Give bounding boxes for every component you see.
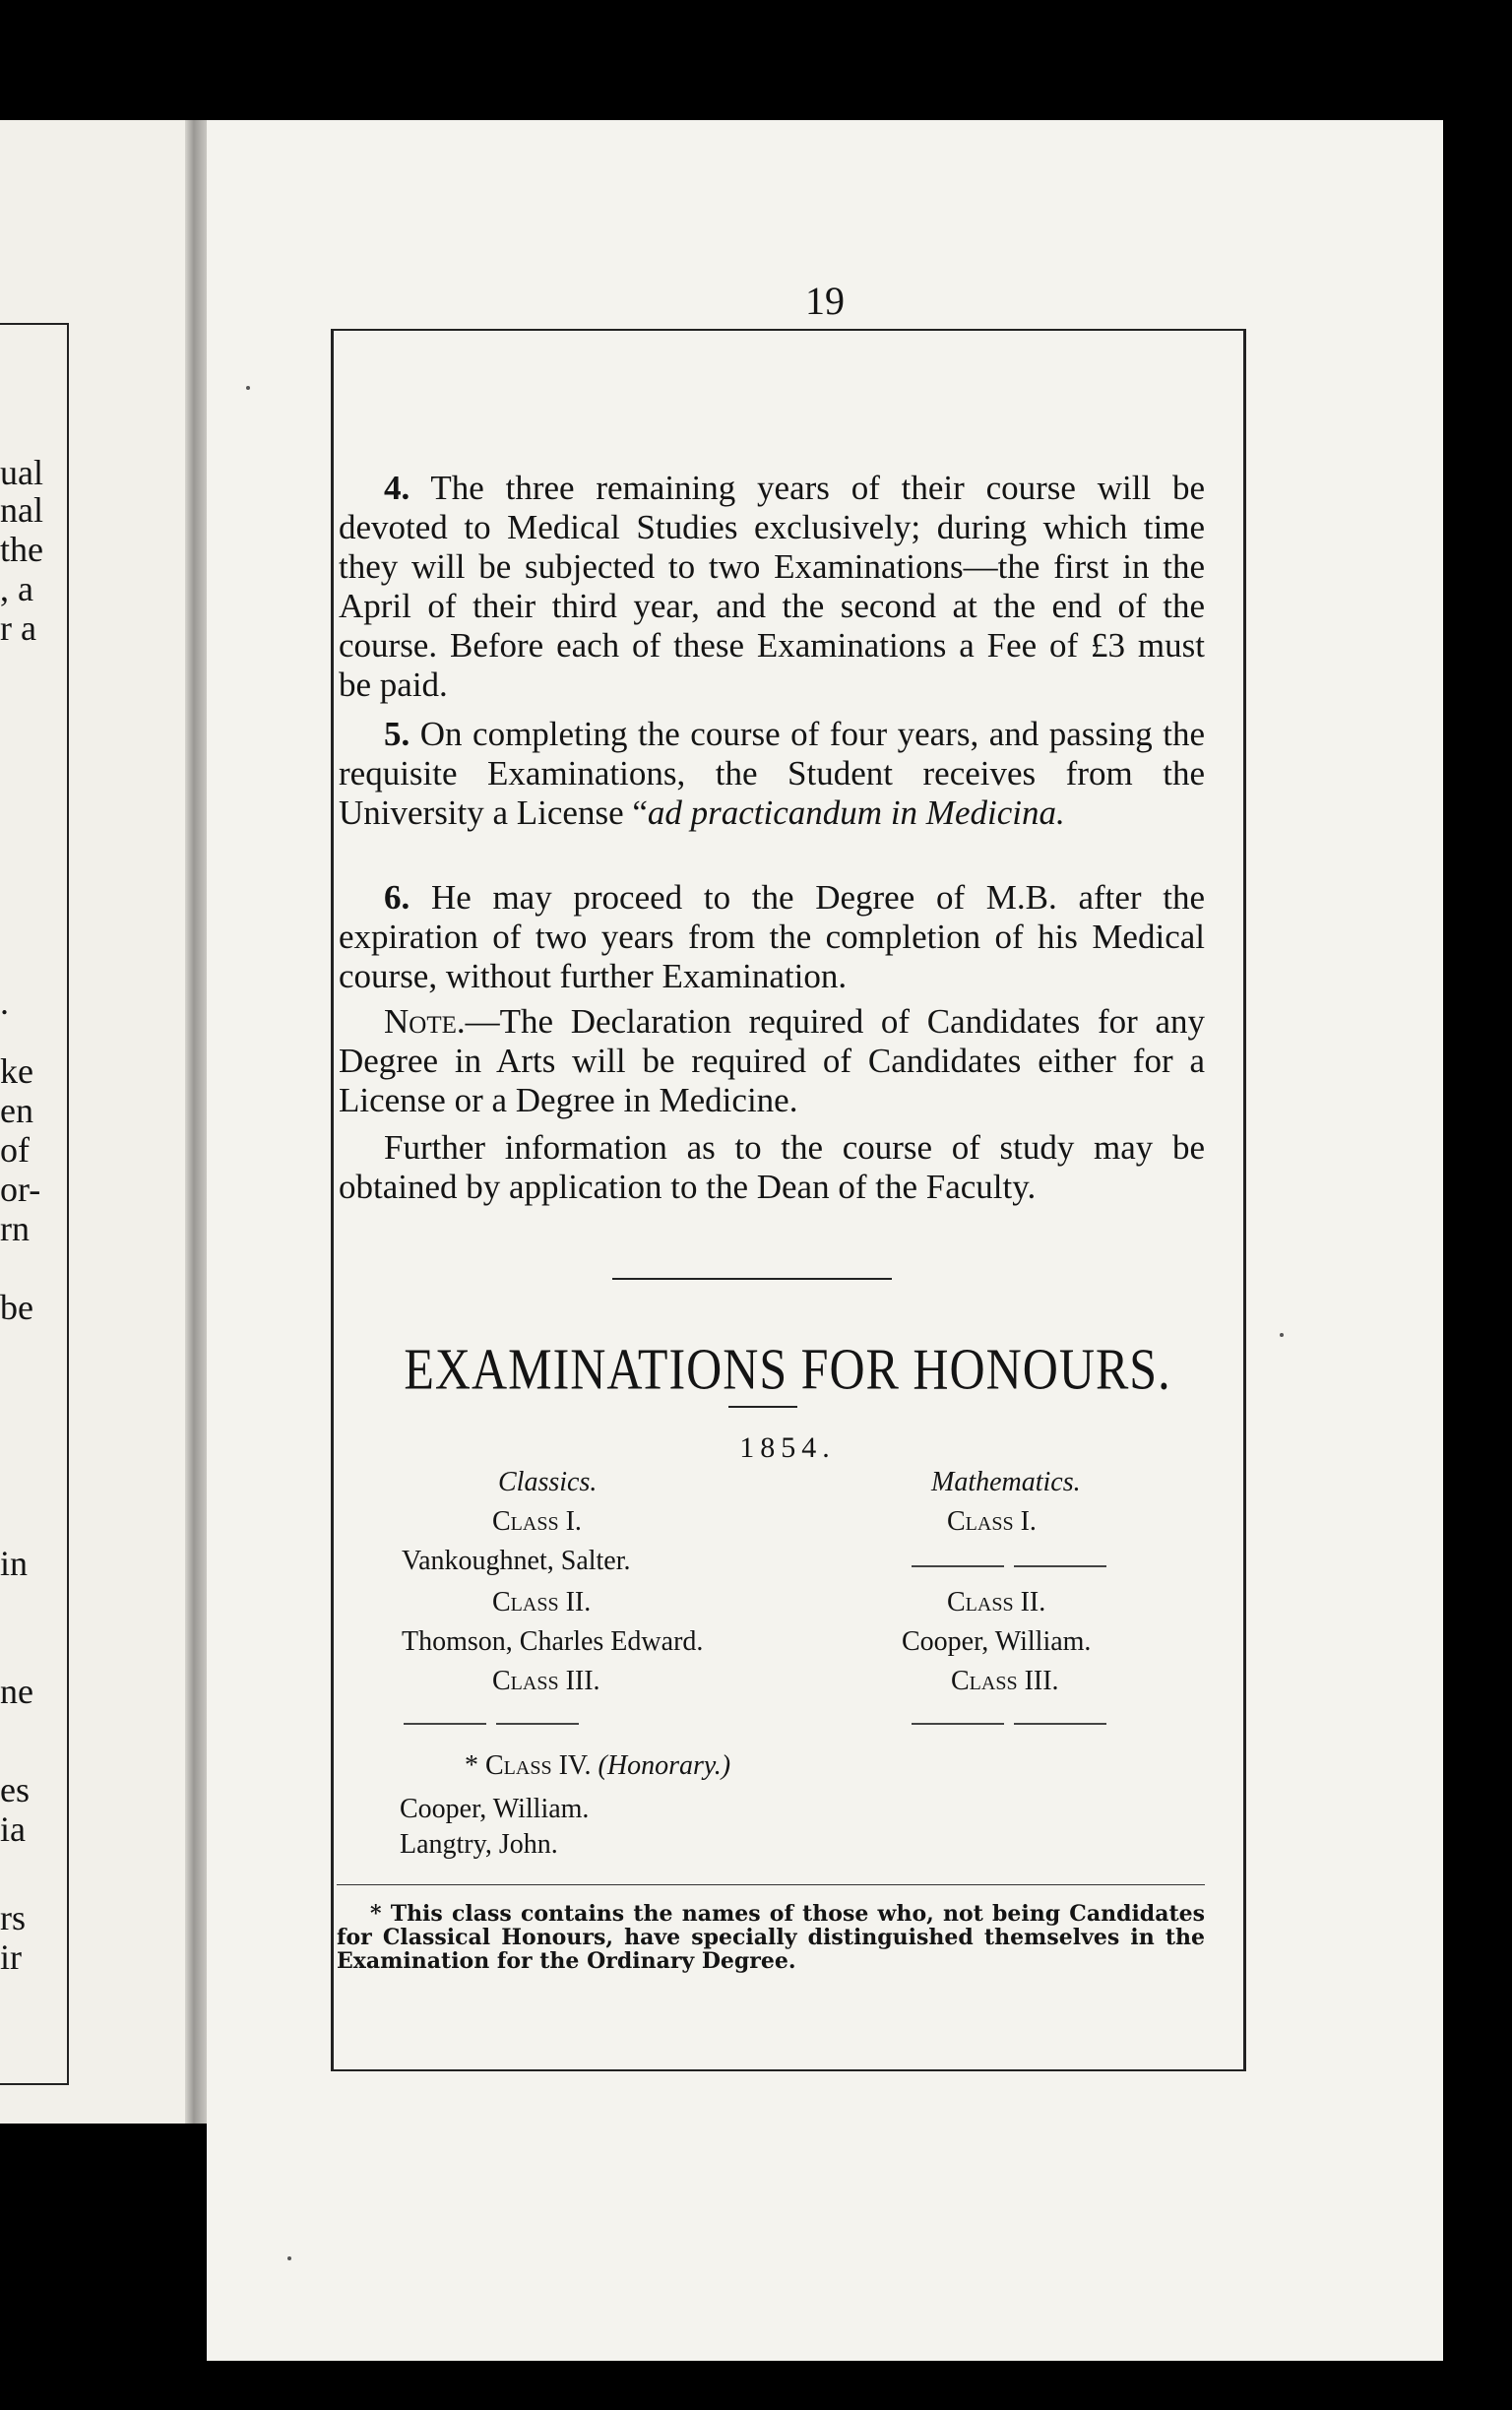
facing-page [0, 120, 185, 2124]
facing-page-frame-rule [67, 323, 69, 2085]
footnote-marker: * [465, 1750, 478, 1781]
heading-divider [728, 1406, 797, 1408]
mathematics-class-2-name: Cooper, William. [902, 1626, 1092, 1657]
item-number: 6. [384, 878, 410, 917]
facing-text-fragment: ir [0, 1937, 22, 1977]
facing-text-fragment: ual [0, 453, 43, 492]
facing-text-fragment: the [0, 530, 43, 569]
class-4-honorary: (Honorary.) [598, 1750, 731, 1781]
paper-speck [287, 2256, 291, 2260]
book-page [207, 120, 1443, 2361]
facing-text-fragment: or- [0, 1170, 41, 1209]
note-paragraph [339, 1002, 1205, 1120]
further-information-paragraph [339, 1128, 1205, 1207]
classics-class-4: * Class IV. (Honorary.) [465, 1750, 731, 1781]
facing-text-fragment: en [0, 1091, 33, 1130]
facing-text-fragment: . [0, 983, 9, 1022]
facing-text-fragment: nal [0, 490, 43, 530]
item-text: On completing the course of four years, and passing the requisite Examinations, the Student receives from the University a License “ [339, 715, 1206, 832]
facing-text-fragment: be [0, 1288, 33, 1327]
classics-rule [404, 1723, 486, 1725]
facing-text-fragment: r a [0, 608, 36, 648]
facing-text-fragment: rn [0, 1209, 30, 1248]
item-4-paragraph [339, 469, 1205, 705]
mathematics-rule [1014, 1723, 1106, 1725]
facing-text-fragment: es [0, 1770, 30, 1809]
classics-rule [496, 1723, 579, 1725]
mathematics-class-1: Class I. [947, 1506, 1037, 1537]
classics-class-3: Class III. [492, 1666, 600, 1696]
note-label: Note [384, 1002, 457, 1041]
facing-text-fragment: ke [0, 1051, 33, 1091]
mathematics-column-title: Mathematics. [931, 1467, 1081, 1497]
facing-text-fragment: ia [0, 1809, 26, 1849]
footnote-rule [337, 1884, 1205, 1885]
paper-speck [246, 386, 250, 390]
mathematics-class-3: Class III. [951, 1666, 1059, 1696]
item-6-paragraph [339, 878, 1205, 996]
mathematics-rule [912, 1723, 1004, 1725]
section-divider [612, 1278, 892, 1280]
classics-class-4-name: Cooper, William. [400, 1794, 590, 1824]
paper-speck [1280, 1333, 1284, 1337]
honours-year: 1854. [739, 1431, 836, 1464]
classics-class-4-name: Langtry, John. [400, 1829, 558, 1860]
facing-text-fragment: in [0, 1544, 29, 1583]
item-5-paragraph [339, 715, 1205, 833]
mathematics-rule [912, 1565, 1004, 1567]
further-information-text: Further information as to the course of study may be obtained by application to the Dean of the Faculty. [339, 1128, 1205, 1206]
item-text: He may proceed to the Degree of M.B. after the expiration of two years from the completion of his Medical course, without further Examination. [339, 878, 1205, 995]
facing-text-fragment: rs [0, 1898, 26, 1937]
page-number: 19 [805, 279, 845, 323]
facing-page-bottom-rule [0, 2083, 69, 2085]
facing-text-fragment: ne [0, 1672, 33, 1711]
classics-class-2-name: Thomson, Charles Edward. [402, 1626, 704, 1657]
mathematics-class-2: Class II. [947, 1587, 1046, 1617]
classics-class-1-name: Vankoughnet, Salter. [402, 1546, 631, 1576]
facing-text-fragment: , a [0, 569, 33, 608]
book-gutter [185, 120, 207, 2124]
facing-text-fragment: of [0, 1130, 30, 1170]
note-text: .—The Declaration required of Candidates for any Degree in Arts will be required of Candidates either for a License or a Degree in Medicine. [339, 1002, 1205, 1119]
item-text-italic: ad practicandum in Medicina. [647, 793, 1065, 832]
classics-class-1: Class I. [492, 1506, 582, 1537]
item-text: The three remaining years of their course will be devoted to Medical Studies exclusively; during which time they will be subjected to two Examinations—the first in the April of their third year, and the second at the end of the course. Before each of these Examinations a Fee of £3 must be paid. [339, 469, 1205, 704]
classics-column-title: Classics. [498, 1467, 598, 1497]
item-number: 4. [384, 469, 410, 507]
item-number: 5. [384, 715, 410, 753]
footnote: * This class contains the names of those who, not being Candidates for Classical Honours, have specially distinguished themselves in the Examination for the Ordinary Degree. [337, 1901, 1205, 1974]
honours-heading: EXAMINATIONS FOR HONOURS. [404, 1336, 1171, 1402]
facing-page-top-rule [0, 323, 69, 325]
classics-class-2: Class II. [492, 1587, 592, 1617]
mathematics-rule [1014, 1565, 1106, 1567]
